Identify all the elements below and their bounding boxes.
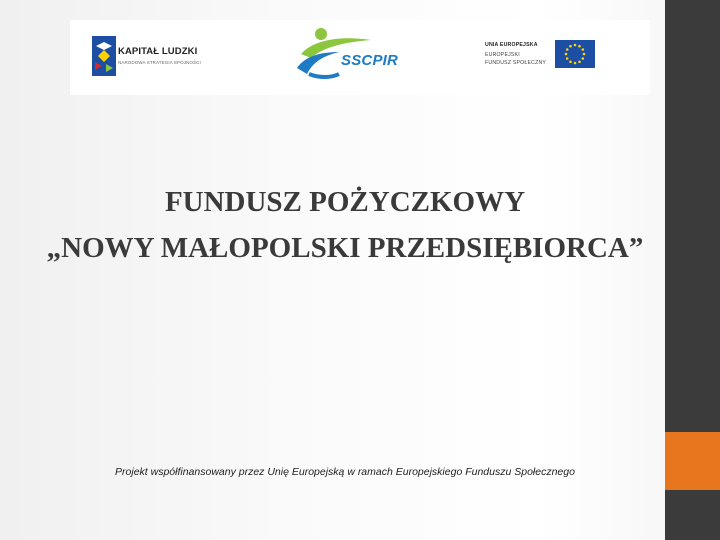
- kapital-ludzki-title: KAPITAŁ LUDZKI: [118, 46, 198, 57]
- right-accent-block: [665, 432, 720, 490]
- slide-title-line1: FUNDUSZ POŻYCZKOWY: [164, 186, 526, 218]
- eu-flag-icon: [555, 40, 595, 68]
- sscpir-logo: [295, 24, 399, 84]
- sscpir-logo-text: SSCPIR: [341, 52, 399, 69]
- kapital-ludzki-subtitle: NARODOWA STRATEGIA SPÓJNOŚCI: [118, 60, 201, 65]
- eu-logo-line3: FUNDUSZ SPOŁECZNY: [485, 60, 547, 66]
- eu-logo-line2: EUROPEJSKI: [485, 52, 520, 58]
- slide-footer-note: Projekt współfinansowany przez Unię Europejską w ramach Europejskiego Funduszu Społecznego: [115, 466, 575, 478]
- logo-strip: [70, 20, 650, 95]
- eu-logo-line1: UNIA EUROPEJSKA: [485, 42, 538, 48]
- kapital-ludzki-logo-icon: [92, 36, 116, 76]
- kapital-ludzki-logo: [92, 36, 212, 76]
- eu-logo: [485, 38, 597, 78]
- slide-title-line2: „NOWY MAŁOPOLSKI PRZEDSIĘBIORCA”: [46, 232, 644, 264]
